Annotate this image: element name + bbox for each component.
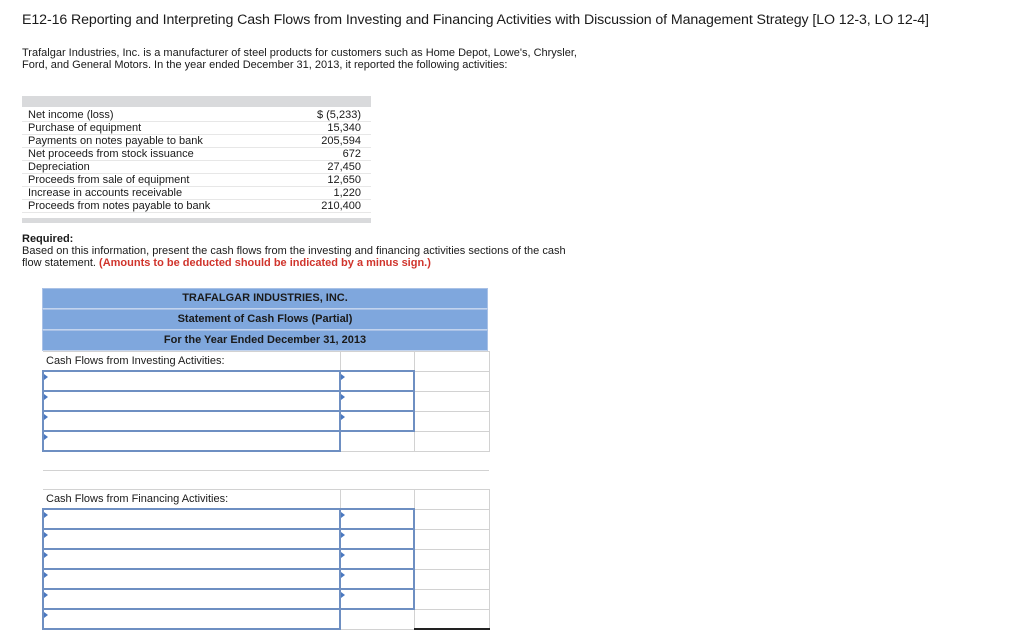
statement-company: TRAFALGAR INDUSTRIES, INC. — [42, 288, 488, 309]
financing-label-field-5[interactable] — [44, 590, 339, 608]
activity-row — [22, 187, 371, 200]
financing-label-field-2[interactable] — [44, 530, 339, 548]
required-text: Based on this information, present the cash flows from the investing and financing activities sections of the cash flow statement. — [22, 245, 566, 269]
financing-label-field-4[interactable] — [44, 570, 339, 588]
activity-label: Purchase of equipment — [22, 122, 289, 135]
activity-amount: 672 — [289, 148, 371, 161]
investing-total-cell — [414, 431, 489, 451]
investing-label-input[interactable] — [43, 391, 340, 411]
investing-row — [43, 371, 489, 391]
activity-label: Proceeds from sale of equipment — [22, 174, 289, 187]
activity-row — [22, 122, 371, 135]
activity-amount: $ (5,233) — [289, 107, 371, 122]
financing-amount-input[interactable] — [340, 589, 414, 609]
activity-amount: 210,400 — [289, 200, 371, 213]
financing-total-row — [43, 609, 489, 629]
investing-amount-input[interactable] — [340, 391, 414, 411]
investing-heading: Cash Flows from Investing Activities: — [43, 352, 340, 372]
statement-period: For the Year Ended December 31, 2013 — [42, 330, 488, 351]
financing-label-field-3[interactable] — [44, 550, 339, 568]
investing-row — [43, 391, 489, 411]
activity-amount: 15,340 — [289, 122, 371, 135]
activity-amount: 1,220 — [289, 187, 371, 200]
activity-row — [22, 200, 371, 213]
activity-amount: 205,594 — [289, 135, 371, 148]
financing-label-input[interactable] — [43, 529, 340, 549]
investing-total-label-field[interactable] — [44, 432, 339, 450]
required-note: (Amounts to be deducted should be indicated by a minus sign.) — [99, 257, 431, 269]
financing-row — [43, 509, 489, 529]
activity-label: Net proceeds from stock issuance — [22, 148, 289, 161]
cash-flow-statement — [42, 288, 488, 630]
financing-amount-input[interactable] — [340, 569, 414, 589]
activity-row — [22, 135, 371, 148]
activity-amount: 12,650 — [289, 174, 371, 187]
investing-label-field-1[interactable] — [44, 372, 339, 390]
investing-label-field-3[interactable] — [44, 412, 339, 430]
spacer-row — [43, 451, 489, 471]
financing-amount-field-5[interactable] — [341, 590, 413, 608]
financing-label-input[interactable] — [43, 569, 340, 589]
activity-row — [22, 107, 371, 122]
required-label: Required: — [22, 233, 74, 245]
financing-row — [43, 549, 489, 569]
financing-total-cell — [414, 609, 489, 629]
financing-amount-input[interactable] — [340, 529, 414, 549]
activity-row — [22, 174, 371, 187]
page-title: E12-16 Reporting and Interpreting Cash Flows from Investing and Financing Activities with Discussion of Management Strategy [LO 12-3, LO 12-4] — [22, 12, 929, 28]
activity-amount: 27,450 — [289, 161, 371, 174]
financing-row — [43, 569, 489, 589]
financing-header-row — [43, 490, 489, 510]
financing-amount-field-4[interactable] — [341, 570, 413, 588]
investing-amount-field-1[interactable] — [341, 372, 413, 390]
financing-amount-input[interactable] — [340, 509, 414, 529]
financing-amount-field-1[interactable] — [341, 510, 413, 528]
investing-amount-input[interactable] — [340, 411, 414, 431]
investing-label-input[interactable] — [43, 411, 340, 431]
financing-amount-field-3[interactable] — [341, 550, 413, 568]
investing-label-field-2[interactable] — [44, 392, 339, 410]
activities-table — [22, 96, 371, 223]
financing-total-label-input[interactable] — [43, 609, 340, 629]
investing-amount-field-2[interactable] — [341, 392, 413, 410]
activity-label: Net income (loss) — [22, 107, 289, 122]
statement-name: Statement of Cash Flows (Partial) — [42, 309, 488, 330]
financing-amount-input[interactable] — [340, 549, 414, 569]
investing-amount-field-3[interactable] — [341, 412, 413, 430]
financing-heading: Cash Flows from Financing Activities: — [43, 490, 340, 510]
investing-total-label-input[interactable] — [43, 431, 340, 451]
required-section — [22, 233, 582, 269]
activity-row — [22, 161, 371, 174]
investing-header-row — [43, 352, 489, 372]
financing-row — [43, 529, 489, 549]
investing-label-input[interactable] — [43, 371, 340, 391]
financing-total-label-field[interactable] — [44, 610, 339, 628]
financing-amount-field-2[interactable] — [341, 530, 413, 548]
investing-total-row — [43, 431, 489, 451]
financing-label-input[interactable] — [43, 549, 340, 569]
financing-label-field-1[interactable] — [44, 510, 339, 528]
spacer-row — [43, 471, 489, 490]
table-bottom-bar — [22, 218, 371, 223]
activity-row — [22, 148, 371, 161]
activity-label: Payments on notes payable to bank — [22, 135, 289, 148]
table-top-bar — [22, 96, 371, 107]
financing-label-input[interactable] — [43, 509, 340, 529]
financing-row — [43, 589, 489, 609]
financing-label-input[interactable] — [43, 589, 340, 609]
investing-row — [43, 411, 489, 431]
activity-label: Depreciation — [22, 161, 289, 174]
statement-grid — [42, 351, 490, 630]
investing-amount-input[interactable] — [340, 371, 414, 391]
activity-label: Proceeds from notes payable to bank — [22, 200, 289, 213]
problem-intro: Trafalgar Industries, Inc. is a manufacturer of steel products for customers such as Home Depot, Lowe's, Chrysler, Ford, and General Motors. In the year ended December 31, 2013, it reported the following activities: — [22, 47, 577, 71]
activity-label: Increase in accounts receivable — [22, 187, 289, 200]
